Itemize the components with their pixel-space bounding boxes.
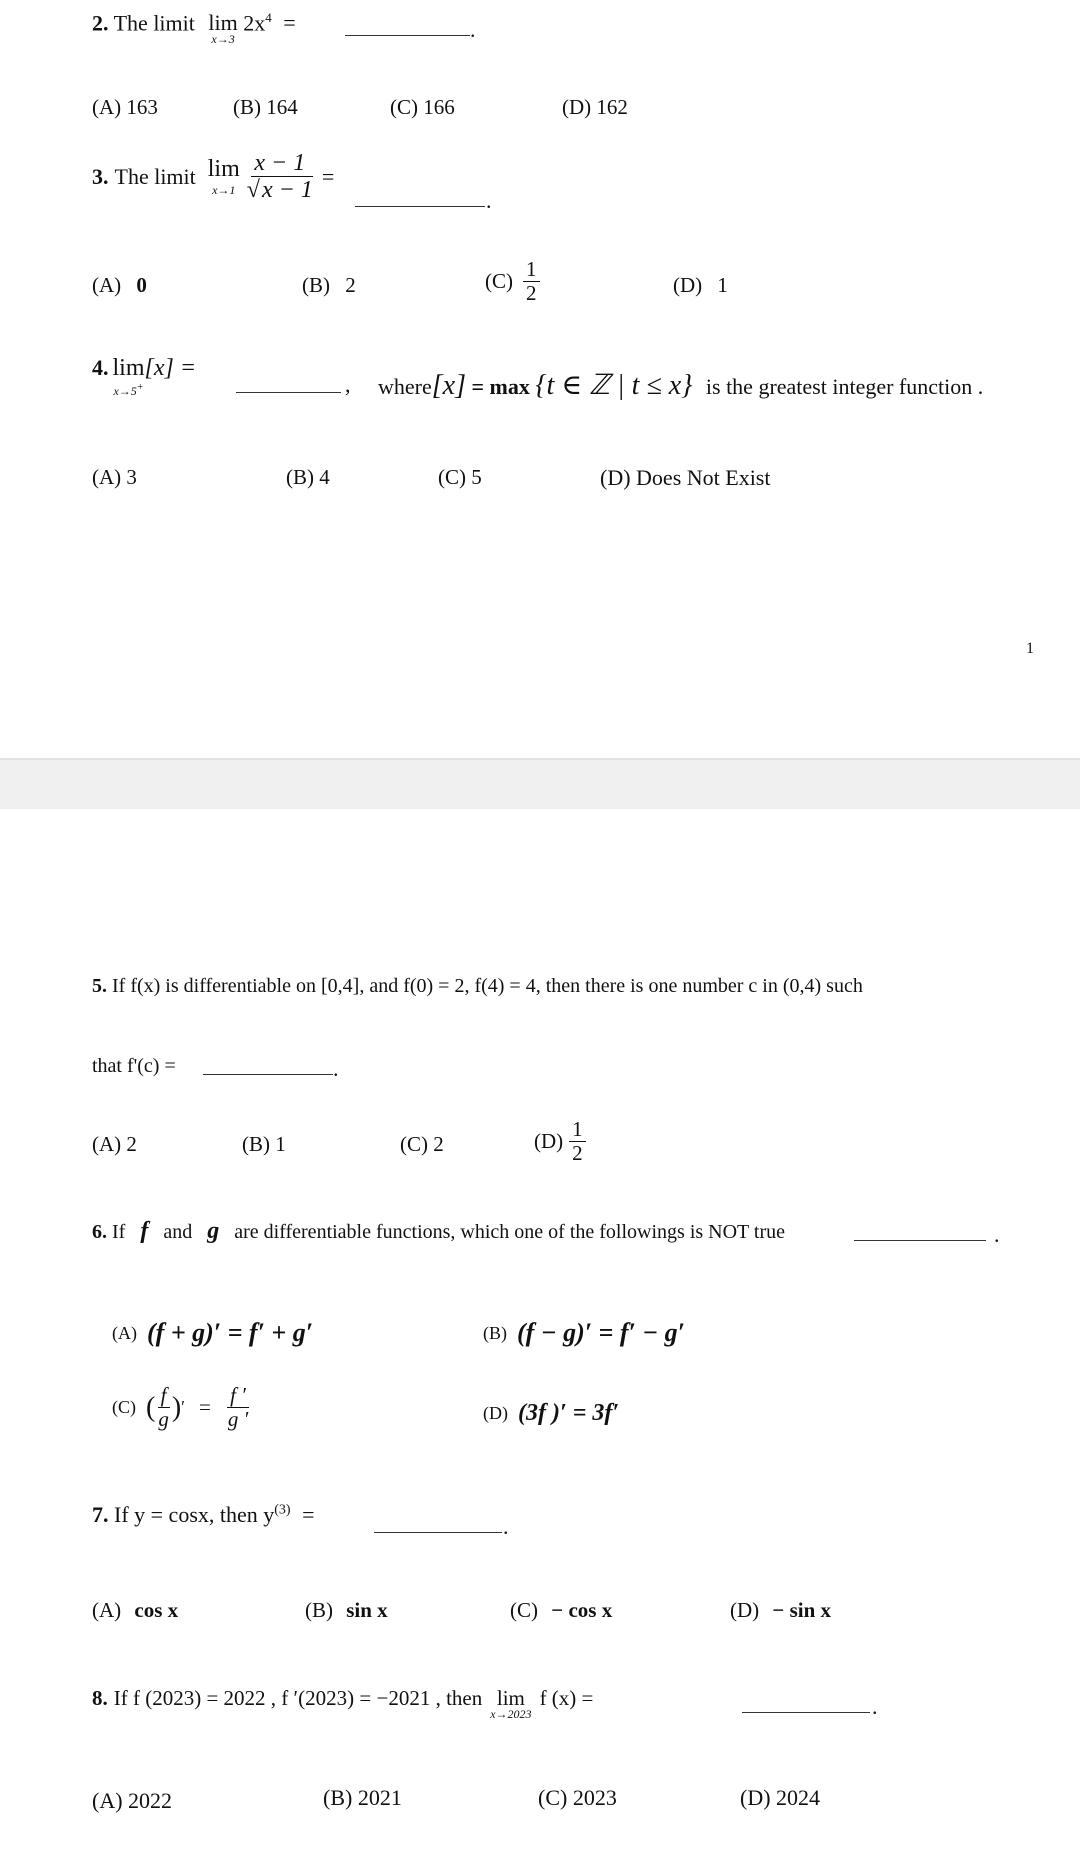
period: . [333,1056,339,1081]
option-label: (B) [305,1598,333,1622]
question-number: 5. [92,975,107,997]
option-label: (D) [483,1403,508,1423]
question-5 [92,975,863,998]
option-a[interactable]: (A) 2 [92,1132,137,1156]
option-label: (C) [485,269,513,294]
option-value: 0 [136,273,147,297]
question-number: 3. [92,163,109,189]
option-c[interactable]: (C) 2 [400,1132,444,1156]
f-symbol: f [140,1218,149,1244]
prime: ′ [181,1397,185,1418]
answer-blank[interactable] [742,1712,870,1713]
denominator: g [158,1407,169,1432]
option-d[interactable] [483,1400,619,1427]
lim-subscript: x→2023 [490,1707,532,1721]
equals-sign: = [321,163,335,189]
period: . [994,1222,1000,1247]
lim-subscript: x→3 [211,32,235,46]
option-d[interactable] [730,1598,831,1623]
question-number: 6. [92,1221,107,1243]
question-text: The limit [114,163,196,189]
option-a[interactable]: (A) 163 [92,95,158,119]
option-c[interactable]: (C) 166 [390,95,455,119]
limit-fraction [244,150,316,204]
option-label: (C) [112,1397,136,1418]
set-definition: {t ∈ ℤ | t ≤ x} [535,370,693,401]
option-label: (D) [730,1598,760,1622]
denominator [244,177,316,203]
equals-sign: = [302,1502,315,1527]
question-text: If f(x) is differentiable on [0,4], and f(0) = 2, f(4) = 4, then there is one number c in (0,4) such [112,975,863,997]
answer-blank[interactable] [203,1074,333,1075]
option-expression: (f + g)′ = f′ + g′ [147,1318,314,1347]
option-label: (A) [92,273,122,297]
numerator: 1 [523,258,540,282]
numerator: f [158,1384,170,1408]
and-label: and [163,1221,193,1243]
radicand: x − 1 [261,177,313,204]
option-value: sin x [346,1598,388,1622]
option-b[interactable] [483,1318,685,1348]
question-2 [92,10,296,47]
option-a[interactable] [92,1598,178,1623]
lim-label: lim [112,355,145,381]
period: . [872,1694,878,1719]
period: . [486,188,492,213]
lim-label: lim [208,10,238,35]
max-label: = max [471,374,530,399]
question-text: The limit [113,10,195,36]
question-text: are differentiable functions, which one of the followings is NOT true [234,1221,785,1243]
page-number: 1 [1026,640,1034,657]
option-fraction-right [225,1384,251,1431]
option-c[interactable] [510,1598,612,1623]
lim-superscript: + [136,382,144,393]
numerator: 1 [569,1118,586,1142]
if-label: If [112,1221,126,1243]
limit-operator [113,355,145,399]
option-a[interactable]: (A) 2022 [92,1788,173,1813]
option-c[interactable]: (C) 5 [438,465,482,489]
option-a[interactable]: (A) 3 [92,465,137,489]
definition-tail: is the greatest integer function . [705,374,984,399]
option-expression: (3f )′ = 3f′ [518,1400,620,1426]
period: . [503,1514,509,1539]
option-c[interactable] [485,258,540,305]
floor-bracket: [x] [431,370,466,401]
answer-blank[interactable] [236,392,341,393]
option-d[interactable]: (D) Does Not Exist [600,465,771,490]
option-label: (B) [302,273,330,297]
where-label: where [378,374,432,399]
comma: , [345,372,351,397]
question-number: 7. [92,1502,109,1527]
equals-sign: = [283,10,296,36]
option-d[interactable] [534,1118,586,1165]
option-label: (C) [510,1598,538,1622]
question-7 [92,1502,315,1528]
option-b[interactable]: (B) 164 [233,95,298,119]
question-number: 8. [92,1686,108,1710]
option-d[interactable] [673,273,728,298]
denominator: 2 [572,1141,583,1166]
limit-expression: 2x [243,10,266,36]
lim-subscript [113,382,143,399]
answer-blank[interactable] [854,1240,986,1241]
option-b[interactable] [305,1598,388,1623]
open-paren: ( [146,1391,156,1423]
option-label: (D) [673,273,703,297]
limit-expression: f (x) = [539,1686,594,1710]
period: . [470,17,476,42]
limit-expression: [x] = [144,355,197,381]
question-5-continued [92,1055,176,1078]
superscript: (3) [274,1502,291,1518]
answer-blank[interactable] [345,35,470,36]
question-8 [92,1686,593,1722]
question-3 [92,150,334,204]
numerator: f ′ [227,1384,249,1408]
option-value: − cos x [551,1598,613,1622]
option-label: (A) [112,1322,137,1343]
option-fraction [523,258,540,305]
sqrt-icon: √ [246,177,260,204]
option-fraction [569,1118,586,1165]
option-value: − sin x [772,1598,832,1622]
exponent: 4 [265,10,272,25]
option-d[interactable]: (D) 162 [562,95,628,119]
question-6 [92,1218,785,1245]
option-label: (A) [92,1598,122,1622]
lim-label: lim [496,1686,525,1710]
equals-sign: = [198,1395,211,1420]
denominator: 2 [526,281,537,306]
answer-blank[interactable] [355,206,485,207]
option-c[interactable]: (C) 2023 [538,1785,617,1810]
option-value: cos x [134,1598,179,1622]
close-paren: ) [171,1391,182,1423]
option-b[interactable]: (B) 2021 [323,1785,402,1810]
lim-subscript: x→1 [212,182,236,197]
option-value: 2 [345,273,356,297]
limit-operator [490,1686,531,1722]
question-number: 4. [92,355,109,380]
option-b[interactable]: (B) 4 [286,465,330,489]
option-b[interactable]: (B) 1 [242,1132,286,1156]
page-separator [0,758,1080,809]
answer-blank[interactable] [374,1532,502,1533]
option-value: 1 [717,273,728,297]
option-fraction [155,1384,172,1431]
question-text: that f'(c) = [92,1055,176,1077]
option-label: (B) [483,1322,507,1343]
option-b[interactable] [302,273,356,298]
option-expression: (f − g)′ = f′ − g′ [517,1318,685,1347]
definition [378,368,983,402]
option-a[interactable] [112,1318,313,1348]
limit-operator [208,156,240,198]
numerator: x − 1 [251,150,308,177]
option-a[interactable] [92,273,147,298]
question-number: 2. [92,10,109,36]
g-symbol: g [207,1218,220,1244]
question-4 [92,355,196,399]
option-d[interactable]: (D) 2024 [740,1785,821,1810]
denominator: g ′ [227,1407,249,1432]
lim-subscript-text: x→5 [113,384,137,398]
question-text: If y = cosx, then y [114,1502,275,1527]
option-label: (D) [534,1129,564,1154]
question-text: If f (2023) = 2022 , f ′(2023) = −2021 , then [113,1686,483,1710]
lim-label: lim [207,155,240,182]
option-c[interactable] [112,1384,251,1431]
limit-operator [208,10,237,47]
